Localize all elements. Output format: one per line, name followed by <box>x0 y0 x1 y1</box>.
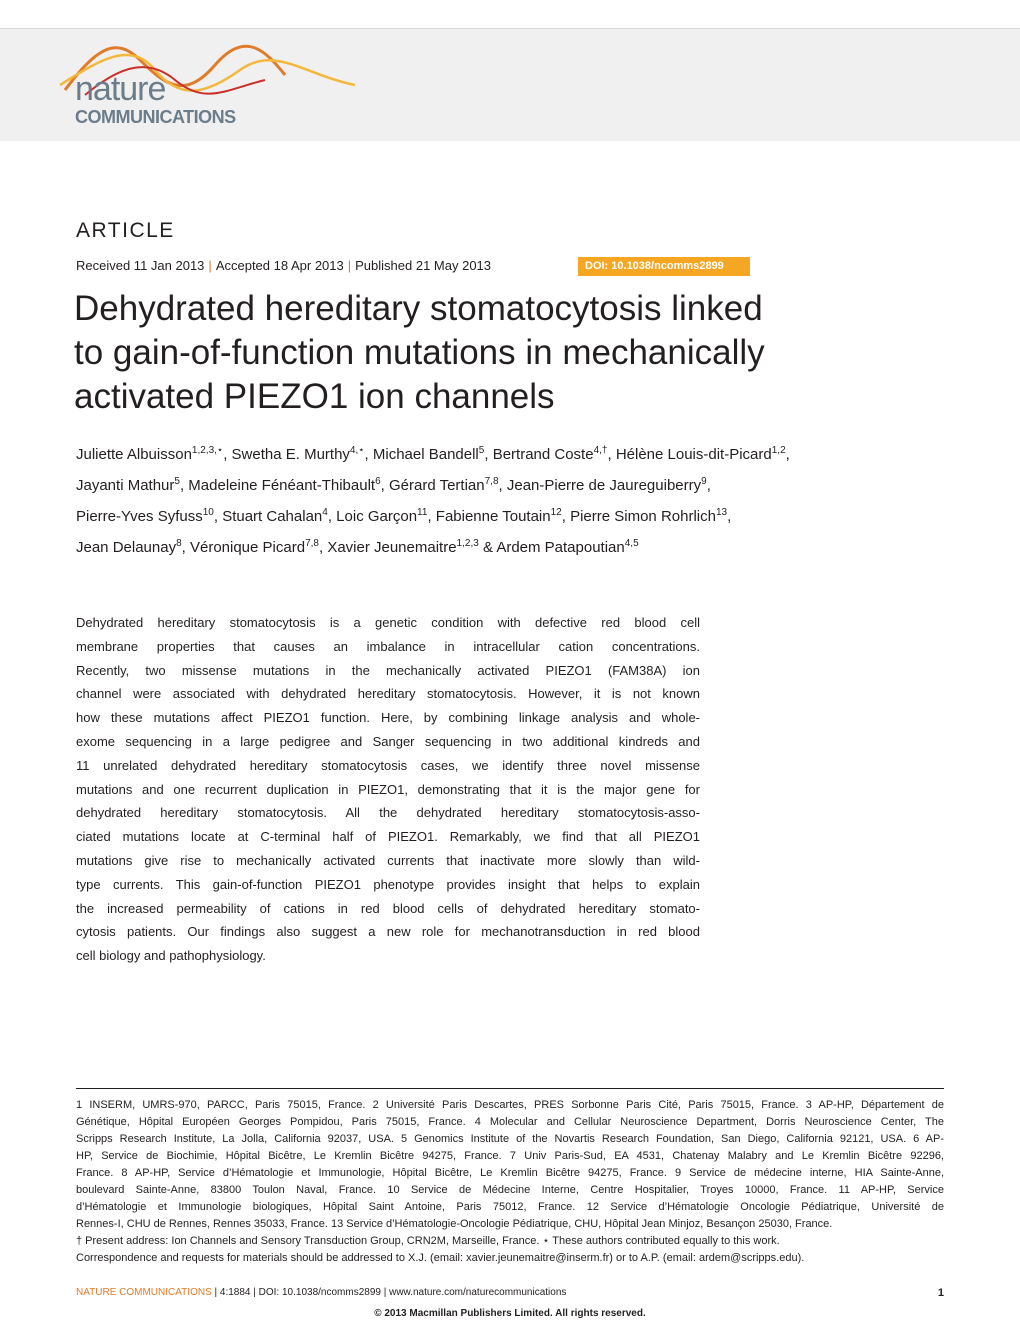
title-line: activated PIEZO1 ion channels <box>74 377 555 416</box>
author-affiliation-marks: 4,⋆ <box>349 445 365 456</box>
page-footer <box>76 1287 944 1298</box>
author-separator: , <box>380 477 389 494</box>
author-line <box>76 499 956 530</box>
author-separator: , <box>706 477 711 494</box>
author-affiliation-marks: 13 <box>715 507 728 518</box>
abstract <box>76 611 700 968</box>
abstract-line: exome sequencing in a large pedigree and Sanger sequencing in two additional kindreds and <box>76 733 700 749</box>
author-affiliation-marks: 4 <box>322 507 328 518</box>
author-separator: , <box>427 508 436 525</box>
author-affiliation-marks: 7,8 <box>484 476 499 487</box>
author-name[interactable]: Bertrand Coste <box>492 446 594 463</box>
author-separator: , <box>318 539 328 556</box>
author-name[interactable]: Pierre Simon Rohrlich <box>570 508 716 525</box>
author-separator: , <box>785 446 790 463</box>
affiliation-line: France. 8 AP-HP, Service d’Hématologie et Immunologie, Hôpital Bicêtre, Le Kremlin Bicêtre 94275, France. 9 Service de médecine interne, HIA Sainte-Anne, <box>76 1167 944 1179</box>
doi-badge[interactable]: DOI: 10.1038/ncomms2899 <box>578 257 750 276</box>
abstract-line: 11 unrelated dehydrated hereditary stomatocytosis cases, we identify three novel missense <box>76 757 700 773</box>
affiliations-divider <box>76 1088 944 1089</box>
abstract-line: the increased permeability of cations in red blood cells of dehydrated hereditary stomato- <box>76 900 700 916</box>
page-number: 1 <box>937 1287 944 1299</box>
author-separator: , <box>484 446 493 463</box>
footer-journal-name: NATURE COMMUNICATIONS <box>76 1287 212 1298</box>
author-separator: , <box>561 508 571 525</box>
affiliation-line: d’Hématologie et Immunologie biologiques, Hôpital Saint Antoine, Paris 75012, France. 12 Service d’Hématologie Oncologie Pédiatrique, Université de <box>76 1201 944 1213</box>
published-date: Published 21 May 2013 <box>355 258 492 273</box>
author-affiliation-marks: 8 <box>176 538 182 549</box>
abstract-line: ciated mutations locate at C-terminal half of PIEZO1. Remarkably, we find that all PIEZO1 <box>76 829 700 845</box>
abstract-line: type currents. This gain-of-function PIEZO1 phenotype provides insight that helps to explain <box>76 876 700 892</box>
abstract-line: cell biology and pathophysiology. <box>76 948 266 964</box>
author-separator: , <box>727 508 732 525</box>
author-line <box>76 468 956 499</box>
author-name[interactable]: Fabienne Toutain <box>435 508 551 525</box>
accepted-date: Accepted 18 Apr 2013 <box>215 258 344 273</box>
abstract-line: cytosis patients. Our findings also suggest a new role for mechanotransduction in red blood <box>76 924 700 940</box>
author-name[interactable]: Hélène Louis-dit-Picard <box>615 446 772 463</box>
author-separator: , <box>213 508 223 525</box>
author-name[interactable]: Loic Garçon <box>336 508 418 525</box>
date-separator: | <box>347 258 352 273</box>
author-affiliation-marks: 5 <box>478 445 485 456</box>
author-name[interactable]: Swetha E. Murthy <box>231 446 350 463</box>
author-separator: , <box>181 539 190 556</box>
author-affiliation-marks: 7,8 <box>305 538 319 549</box>
abstract-line: channel were associated with dehydrated hereditary stomatocytosis. However, it is not known <box>76 686 700 702</box>
affiliation-line: Rennes-I, CHU de Rennes, Rennes 35033, France. 13 Service d’Hématologie-Oncologie Pédiatrique, CHU, Hôpital Jean Minjoz, Besançon 25030, France. <box>76 1218 833 1230</box>
author-name[interactable]: Stuart Cahalan <box>222 508 323 525</box>
author-name[interactable]: Madeleine Fénéant-Thibault <box>188 477 376 494</box>
author-name[interactable]: Michael Bandell <box>372 446 479 463</box>
author-separator: , <box>223 446 232 463</box>
author-separator: , <box>327 508 337 525</box>
author-affiliation-marks: 4,5 <box>624 538 639 549</box>
received-date: Received 11 Jan 2013 <box>76 258 205 273</box>
author-affiliation-marks: 5 <box>174 476 180 487</box>
author-name[interactable]: Gérard Tertian <box>389 477 485 494</box>
author-name[interactable]: Véronique Picard <box>189 539 306 556</box>
abstract-line: Recently, two missense mutations in the mechanically activated PIEZO1 (FAM38A) ion <box>76 662 700 678</box>
author-line <box>76 530 956 561</box>
author-affiliation-marks: 4,† <box>593 445 608 456</box>
date-separator: | <box>208 258 212 273</box>
author-affiliation-marks: 11 <box>417 507 428 518</box>
abstract-line: Dehydrated hereditary stomatocytosis is a genetic condition with defective red blood cell <box>76 615 700 630</box>
author-list <box>76 437 956 561</box>
title-line: to gain-of-function mutations in mechanically <box>74 333 765 372</box>
author-name[interactable]: Jean Delaunay <box>76 539 177 556</box>
journal-logo <box>55 30 355 130</box>
author-separator: & <box>478 539 497 556</box>
author-affiliation-marks: 1,2,3,⋆ <box>191 445 224 456</box>
logo-communications-text: COMMUNICATIONS <box>75 107 236 127</box>
author-affiliation-marks: 9 <box>701 476 707 487</box>
article-title <box>74 287 954 419</box>
affiliation-line: Scripps Research Institute, La Jolla, California 92037, USA. 5 Genomics Institute of the Novartis Research Foundation, San Diego, California 92121, USA. 6 AP- <box>76 1133 944 1145</box>
correspondence-line[interactable]: Correspondence and requests for materials should be addressed to X.J. (email: xavier.jeunemaitre@inserm.fr) or to A.P. (email: ardem@scripps.edu). <box>76 1252 805 1264</box>
logo-nature-text: nature <box>75 70 166 108</box>
article-dates <box>76 258 491 273</box>
title-line: Dehydrated hereditary stomatocytosis linked <box>74 289 763 328</box>
abstract-line: membrane properties that causes an imbalance in intracellular cation concentrations. <box>76 638 700 654</box>
affiliations <box>76 1097 944 1267</box>
article-type-label: ARTICLE <box>76 219 175 242</box>
author-name[interactable]: Xavier Jeunemaitre <box>327 539 457 556</box>
author-separator: , <box>498 477 507 494</box>
copyright-notice: © 2013 Macmillan Publishers Limited. All rights reserved. <box>374 1308 646 1319</box>
author-line <box>76 437 956 468</box>
author-name[interactable]: Juliette Albuisson <box>76 446 192 463</box>
footnote-line: † Present address: Ion Channels and Sensory Transduction Group, CRN2M, Marseille, France. ⋆ These authors contributed equally to this work. <box>76 1235 780 1247</box>
author-affiliation-marks: 1,2,3 <box>456 538 479 549</box>
author-name[interactable]: Ardem Patapoutian <box>496 539 625 556</box>
author-separator: , <box>364 446 373 463</box>
affiliation-line: HP, Service de Biochimie, Hôpital Bicêtre, Le Kremlin Bicêtre 94275, France. 7 Univ Paris-Sud, EA 4531, Chatenay Malabry and Le Kremlin Bicêtre 92296, <box>76 1150 944 1162</box>
abstract-line: mutations give rise to mechanically activated currents that inactivate more slowly than wild- <box>76 852 700 868</box>
affiliation-line: Génétique, Hôpital Européen Georges Pompidou, Paris 75015, France. 4 Molecular and Cellular Neuroscience Department, Dorris Neuroscience Center, The <box>76 1116 944 1128</box>
author-affiliation-marks: 12 <box>550 507 562 518</box>
author-name[interactable]: Jayanti Mathur <box>76 477 175 494</box>
author-affiliation-marks: 1,2 <box>771 445 786 456</box>
abstract-line: dehydrated hereditary stomatocytosis. All the dehydrated hereditary stomatocytosis-asso- <box>76 805 700 821</box>
author-name[interactable]: Pierre-Yves Syfuss <box>76 508 203 525</box>
abstract-line: mutations and one recurrent duplication in PIEZO1, demonstrating that it is the major gene for <box>76 781 700 797</box>
affiliation-line: boulevard Sainte-Anne, 83800 Toulon Naval, France. 10 Service de Médecine Interne, Centre Hospitalier, Troyes 10000, France. 11 AP-HP, Service <box>76 1184 944 1196</box>
author-affiliation-marks: 6 <box>375 476 381 487</box>
author-affiliation-marks: 10 <box>202 507 214 518</box>
affiliation-line: 1 INSERM, UMRS-970, PARCC, Paris 75015, France. 2 Université Paris Descartes, PRES Sorbonne Paris Cité, Paris 75015, France. 3 AP-HP, Département de <box>76 1099 944 1111</box>
footer-citation[interactable]: | 4:1884 | DOI: 10.1038/ncomms2899 | www.nature.com/naturecommunications <box>214 1287 567 1298</box>
abstract-line: how these mutations affect PIEZO1 function. Here, by combining linkage analysis and whole- <box>76 710 700 726</box>
author-name[interactable]: Jean-Pierre de Jaureguiberry <box>506 477 702 494</box>
author-separator: , <box>607 446 616 463</box>
author-separator: , <box>179 477 189 494</box>
